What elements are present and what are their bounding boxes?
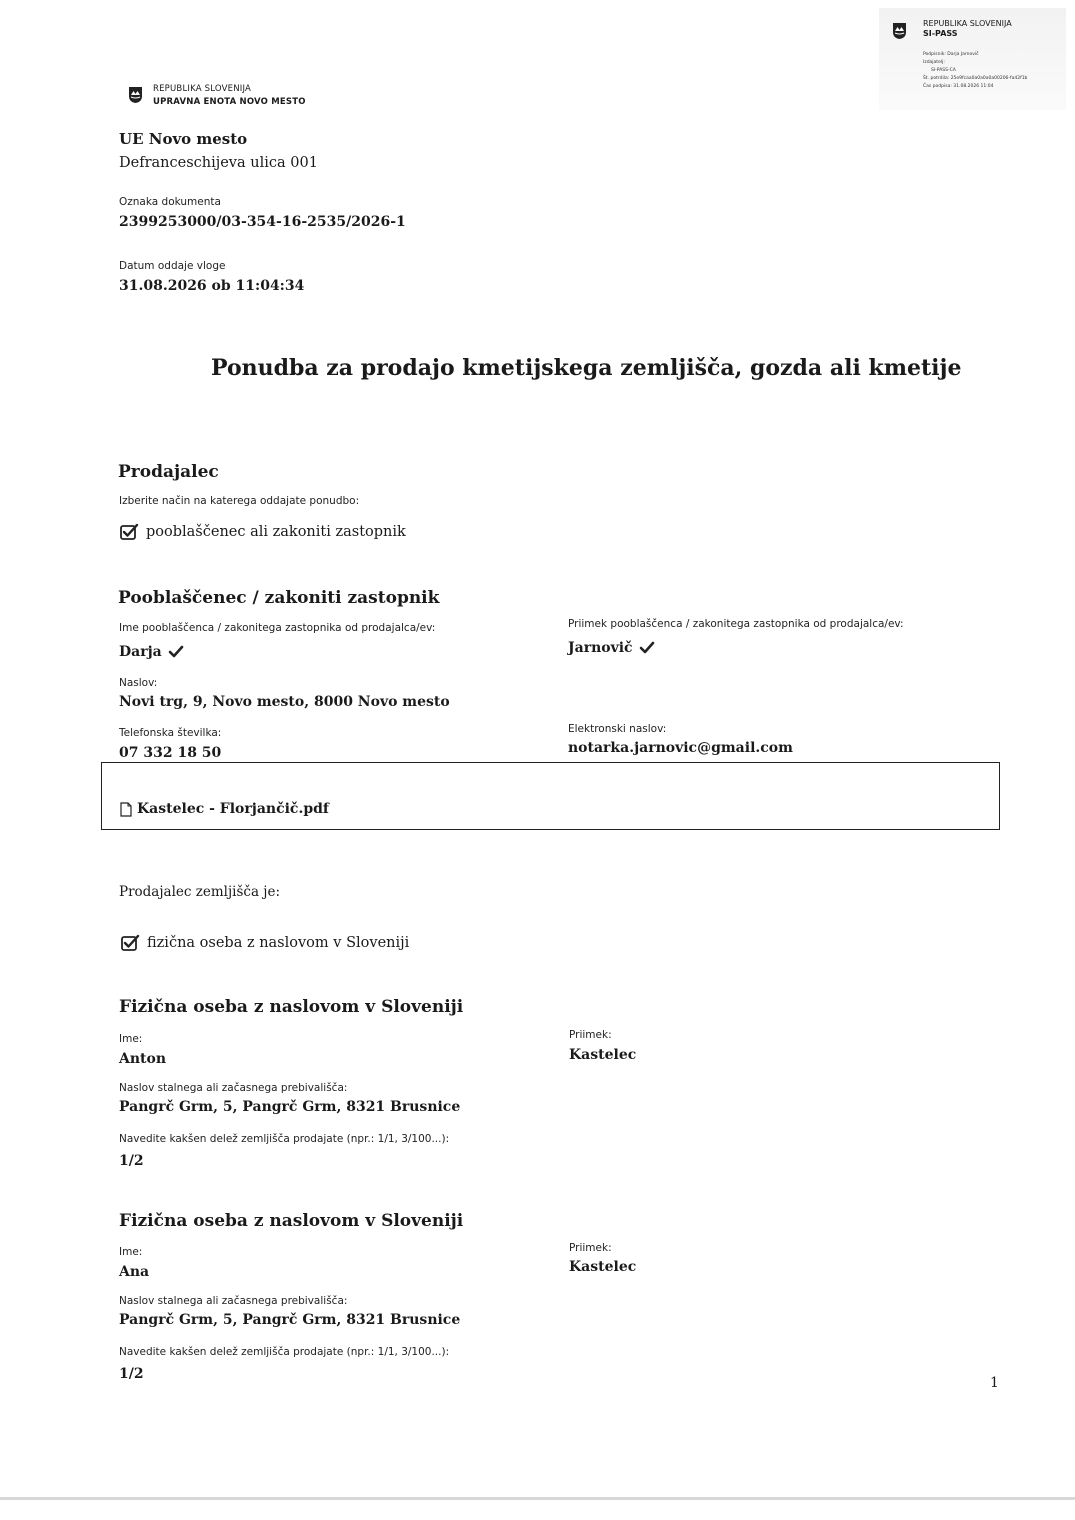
rep-last-name: Jarnovič <box>568 640 633 656</box>
signature-stamp <box>879 8 1066 110</box>
person-last-name-label: Priimek: <box>569 1029 612 1041</box>
rep-phone: 07 332 18 50 <box>119 745 222 761</box>
seller-heading: Prodajalec <box>118 462 219 482</box>
attachment-box <box>101 762 1000 830</box>
document-icon <box>120 802 132 817</box>
attachment-filename[interactable]: Kastelec - Florjančič.pdf <box>137 801 329 817</box>
document-title: Ponudba za prodajo kmetijskega zemljišča, gozda ali kmetije <box>211 355 962 381</box>
rep-first-name-field <box>119 644 184 660</box>
header-republic: REPUBLIKA SLOVENIJA <box>153 84 252 94</box>
rep-last-name-label: Priimek pooblaščenca / zakonitega zastopnika od prodajalca/ev: <box>568 618 904 630</box>
submission-date-value: 31.08.2026 ob 11:04:34 <box>119 278 305 294</box>
person-first-name-label: Ime: <box>119 1033 143 1045</box>
person-share: 1/2 <box>119 1366 144 1382</box>
document-ref-value: 2399253000/03-354-16-2535/2026-1 <box>119 214 406 230</box>
rep-phone-label: Telefonska številka: <box>119 727 222 739</box>
stamp-system: SI-PASS <box>923 29 958 38</box>
person-address-label: Naslov stalnega ali začasnega prebivališča: <box>119 1295 348 1307</box>
rep-first-name: Darja <box>119 644 162 660</box>
person-share: 1/2 <box>119 1153 144 1169</box>
rep-first-name-label: Ime pooblaščenca / zakonitega zastopnika od prodajalca/ev: <box>119 622 436 634</box>
person-first-name: Ana <box>119 1264 150 1280</box>
recipient-name: UE Novo mesto <box>119 130 248 148</box>
person-heading: Fizična oseba z naslovom v Sloveniji <box>119 1211 464 1231</box>
checked-box-icon <box>121 934 141 952</box>
person-address: Pangrč Grm, 5, Pangrč Grm, 8321 Brusnice <box>119 1312 461 1328</box>
coat-of-arms-icon <box>892 22 907 40</box>
verified-check-icon <box>639 641 655 655</box>
person-share-label: Navedite kakšen delež zemljišča prodajate (npr.: 1/1, 3/100...): <box>119 1346 450 1358</box>
seller-type-label: Prodajalec zemljišča je: <box>119 884 281 900</box>
recipient-address: Defranceschijeva ulica 001 <box>119 155 318 171</box>
seller-method-label: Izberite način na katerega oddajate ponudbo: <box>119 495 360 507</box>
person-last-name: Kastelec <box>569 1259 637 1275</box>
stamp-republic: REPUBLIKA SLOVENIJA <box>923 19 1012 28</box>
representative-heading: Pooblaščenec / zakoniti zastopnik <box>118 588 440 608</box>
seller-method-value: pooblaščenec ali zakoniti zastopnik <box>146 524 406 540</box>
person-last-name-label: Priimek: <box>569 1242 612 1254</box>
stamp-line: SI-PASS-CA <box>931 68 956 73</box>
person-address-label: Naslov stalnega ali začasnega prebivališča: <box>119 1082 348 1094</box>
coat-of-arms-icon <box>128 86 143 104</box>
person-address: Pangrč Grm, 5, Pangrč Grm, 8321 Brusnice <box>119 1099 461 1115</box>
document-ref-label: Oznaka dokumenta <box>119 196 221 208</box>
page-bottom-edge <box>0 1497 1075 1500</box>
seller-type-value: fizična oseba z naslovom v Sloveniji <box>147 935 410 951</box>
stamp-line: Izdajatelj: <box>923 60 945 65</box>
stamp-line: Čas podpisa: 31.08.2026 11:04 <box>923 84 994 89</box>
verified-check-icon <box>168 645 184 659</box>
person-last-name: Kastelec <box>569 1047 637 1063</box>
rep-email: notarka.jarnovic@gmail.com <box>568 740 793 756</box>
rep-address-label: Naslov: <box>119 677 158 689</box>
rep-last-name-field <box>568 640 655 656</box>
person-heading: Fizična oseba z naslovom v Sloveniji <box>119 997 464 1017</box>
submission-date-label: Datum oddaje vloge <box>119 260 226 272</box>
person-first-name-label: Ime: <box>119 1246 143 1258</box>
rep-email-label: Elektronski naslov: <box>568 723 667 735</box>
header-office: UPRAVNA ENOTA NOVO MESTO <box>153 97 306 107</box>
seller-type-option <box>121 934 409 952</box>
person-share-label: Navedite kakšen delež zemljišča prodajate (npr.: 1/1, 3/100...): <box>119 1133 450 1145</box>
page-number: 1 <box>990 1375 999 1391</box>
seller-method-option <box>120 523 406 541</box>
stamp-line: Št. potrdila: 25e9fcaa0a0a0a0a00206-fa42f1b <box>923 76 1028 81</box>
stamp-line: Podpisnik: Darja Jarnovič <box>923 52 979 57</box>
rep-address: Novi trg, 9, Novo mesto, 8000 Novo mesto <box>119 694 450 710</box>
checked-box-icon <box>120 523 140 541</box>
person-first-name: Anton <box>119 1051 167 1067</box>
